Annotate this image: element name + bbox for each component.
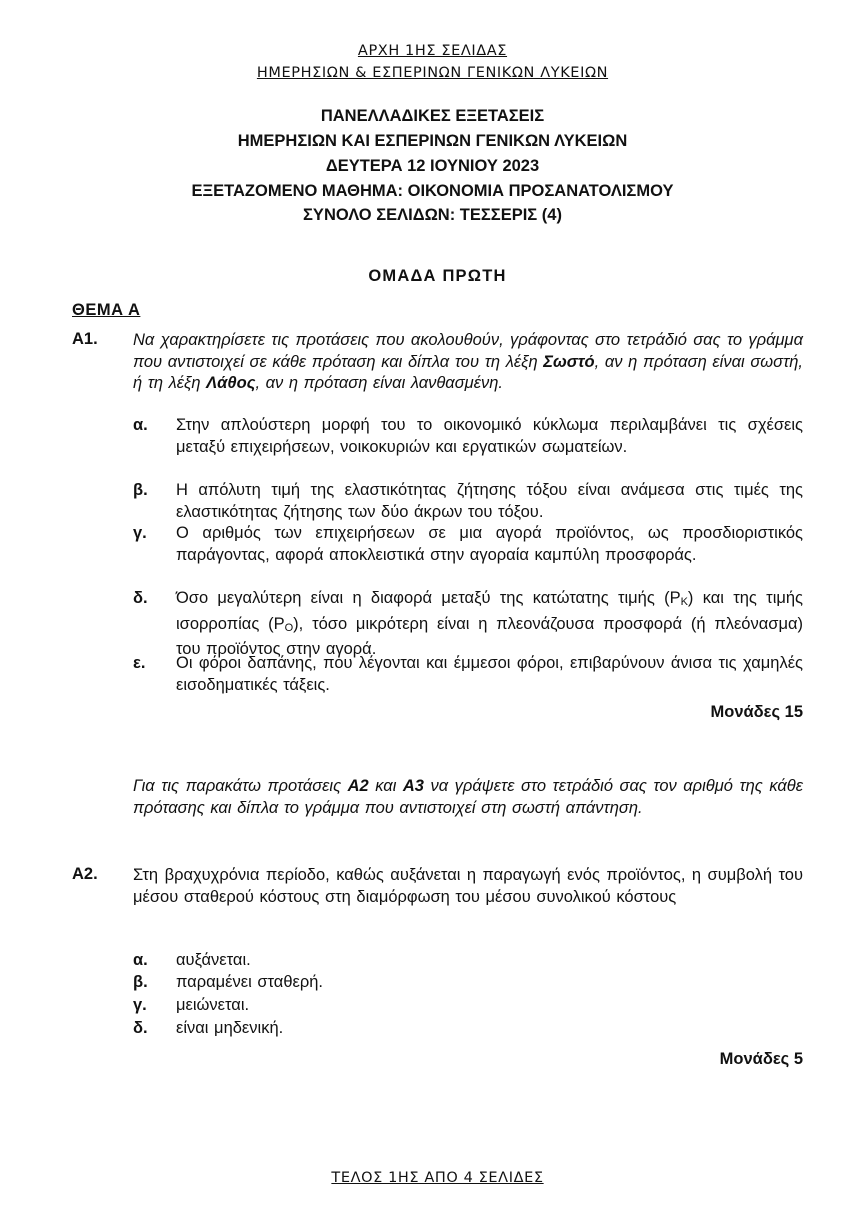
item-text: Όσο μεγαλύτερη είναι η διαφορά μεταξύ της κατώτατης τιμής $(P_K)$ και της τιμής ισορροπίας $(P_O)$, τόσο μικρότερη είναι η πλεονάζουσα προσφορά (ή πλεόνασμα) του προϊόντος στην αγορά. [176,589,803,658]
option-letter: α. [133,951,148,969]
option-letter: γ. [133,996,147,1014]
item-text: Ο αριθμός των επιχειρήσεων σε μια αγορά προϊόντος, ως προσδιοριστικός παράγοντας, αφορά αποκλειστικά στην αγοραία καμπύλη προσφοράς. [176,524,803,564]
item-letter: δ. [133,589,148,607]
question-a2-text: Στη βραχυχρόνια περίοδο, καθώς αυξάνεται η παραγωγή ενός προϊόντος, η συμβολή του μέσου σταθερού κόστους στη διαμόρφωση του μέσου συνολικού κόστους [133,866,803,906]
group-title: ΟΜΑΔΑ ΠΡΩΤΗ [368,267,507,285]
section-title: ΘΕΜΑ Α [72,301,141,319]
word-wrong: Λάθος [206,374,256,392]
exam-subject: ΕΞΕΤΑΖΟΜΕΝΟ ΜΑΘΗΜΑ: ΟΙΚΟΝΟΜΙΑ ΠΡΟΣΑΝΑΤΟΛΙΣΜΟΥ [191,182,674,200]
exam-title: ΠΑΝΕΛΛΑΔΙΚΕΣ ΕΞΕΤΑΣΕΙΣ [320,107,545,125]
item-text: Οι φόροι δαπάνης, που λέγονται και έμμεσοι φόροι, επιβαρύνουν άνισα τις χαμηλές εισοδηματικές τάξεις. [176,654,803,694]
a2-marks: Μονάδες 5 [719,1050,803,1068]
item-letter: γ. [133,524,147,542]
a1-marks: Μονάδες 15 [710,703,803,721]
question-a1-instruction: Να χαρακτηρίσετε τις προτάσεις που ακολουθούν, γράφοντας στο τετράδιό σας το γράμμα που αντιστοιχεί σε κάθε πρόταση και δίπλα του τη λέξη Σωστό, αν η πρόταση είναι σωστή, ή τη λέξη Λάθος, αν η πρόταση είναι λανθασμένη. [133,331,803,392]
a2-a3-instruction: Για τις παρακάτω προτάσεις Α2 και Α3 να γράψετε στο τετράδιό σας τον αριθμό της κάθε πρότασης και δίπλα το γράμμα που αντιστοιχεί στη σωστή απάντηση. [133,777,804,817]
question-a1-label: Α1. [72,330,98,348]
option-text: μειώνεται. [176,996,250,1014]
option-text: είναι μηδενική. [176,1019,284,1037]
item-letter: β. [133,481,148,499]
item-text: Στην απλούστερη μορφή του το οικονομικό κύκλωμα περιλαμβάνει τις σχέσεις μεταξύ επιχειρήσεων, νοικοκυριών και εργατικών σωματείων. [176,416,803,456]
option-text: αυξάνεται. [176,951,251,969]
item-text: Η απόλυτη τιμή της ελαστικότητας ζήτησης τόξου είναι ανάμεσα στις τιμές της ελαστικότητας ζήτησης των δύο άκρων του τόξου. [176,481,803,521]
option-letter: δ. [133,1019,148,1037]
word-correct: Σωστό [543,352,595,371]
exam-page-count: ΣΥΝΟΛΟ ΣΕΛΙΔΩΝ: ΤΕΣΣΕΡΙΣ (4) [303,206,562,224]
question-a2-label: Α2. [72,865,98,883]
item-letter: α. [133,416,148,434]
page-header-schools: ΗΜΕΡΗΣΙΩΝ & ΕΣΠΕΡΙΝΩΝ ΓΕΝΙΚΩΝ ΛΥΚΕΙΩΝ [256,65,609,81]
item-letter: ε. [133,654,146,672]
page-footer: ΤΕΛΟΣ 1ΗΣ ΑΠΟ 4 ΣΕΛΙΔΕΣ [331,1170,544,1186]
exam-date: ΔΕΥΤΕΡΑ 12 ΙΟΥΝΙΟΥ 2023 [325,157,540,175]
page-header-start: ΑΡΧΗ 1ΗΣ ΣΕΛΙΔΑΣ [357,43,508,59]
exam-schools: ΗΜΕΡΗΣΙΩΝ ΚΑΙ ΕΣΠΕΡΙΝΩΝ ΓΕΝΙΚΩΝ ΛΥΚΕΙΩΝ [237,132,628,150]
option-letter: β. [133,973,148,991]
option-text: παραμένει σταθερή. [176,973,324,991]
